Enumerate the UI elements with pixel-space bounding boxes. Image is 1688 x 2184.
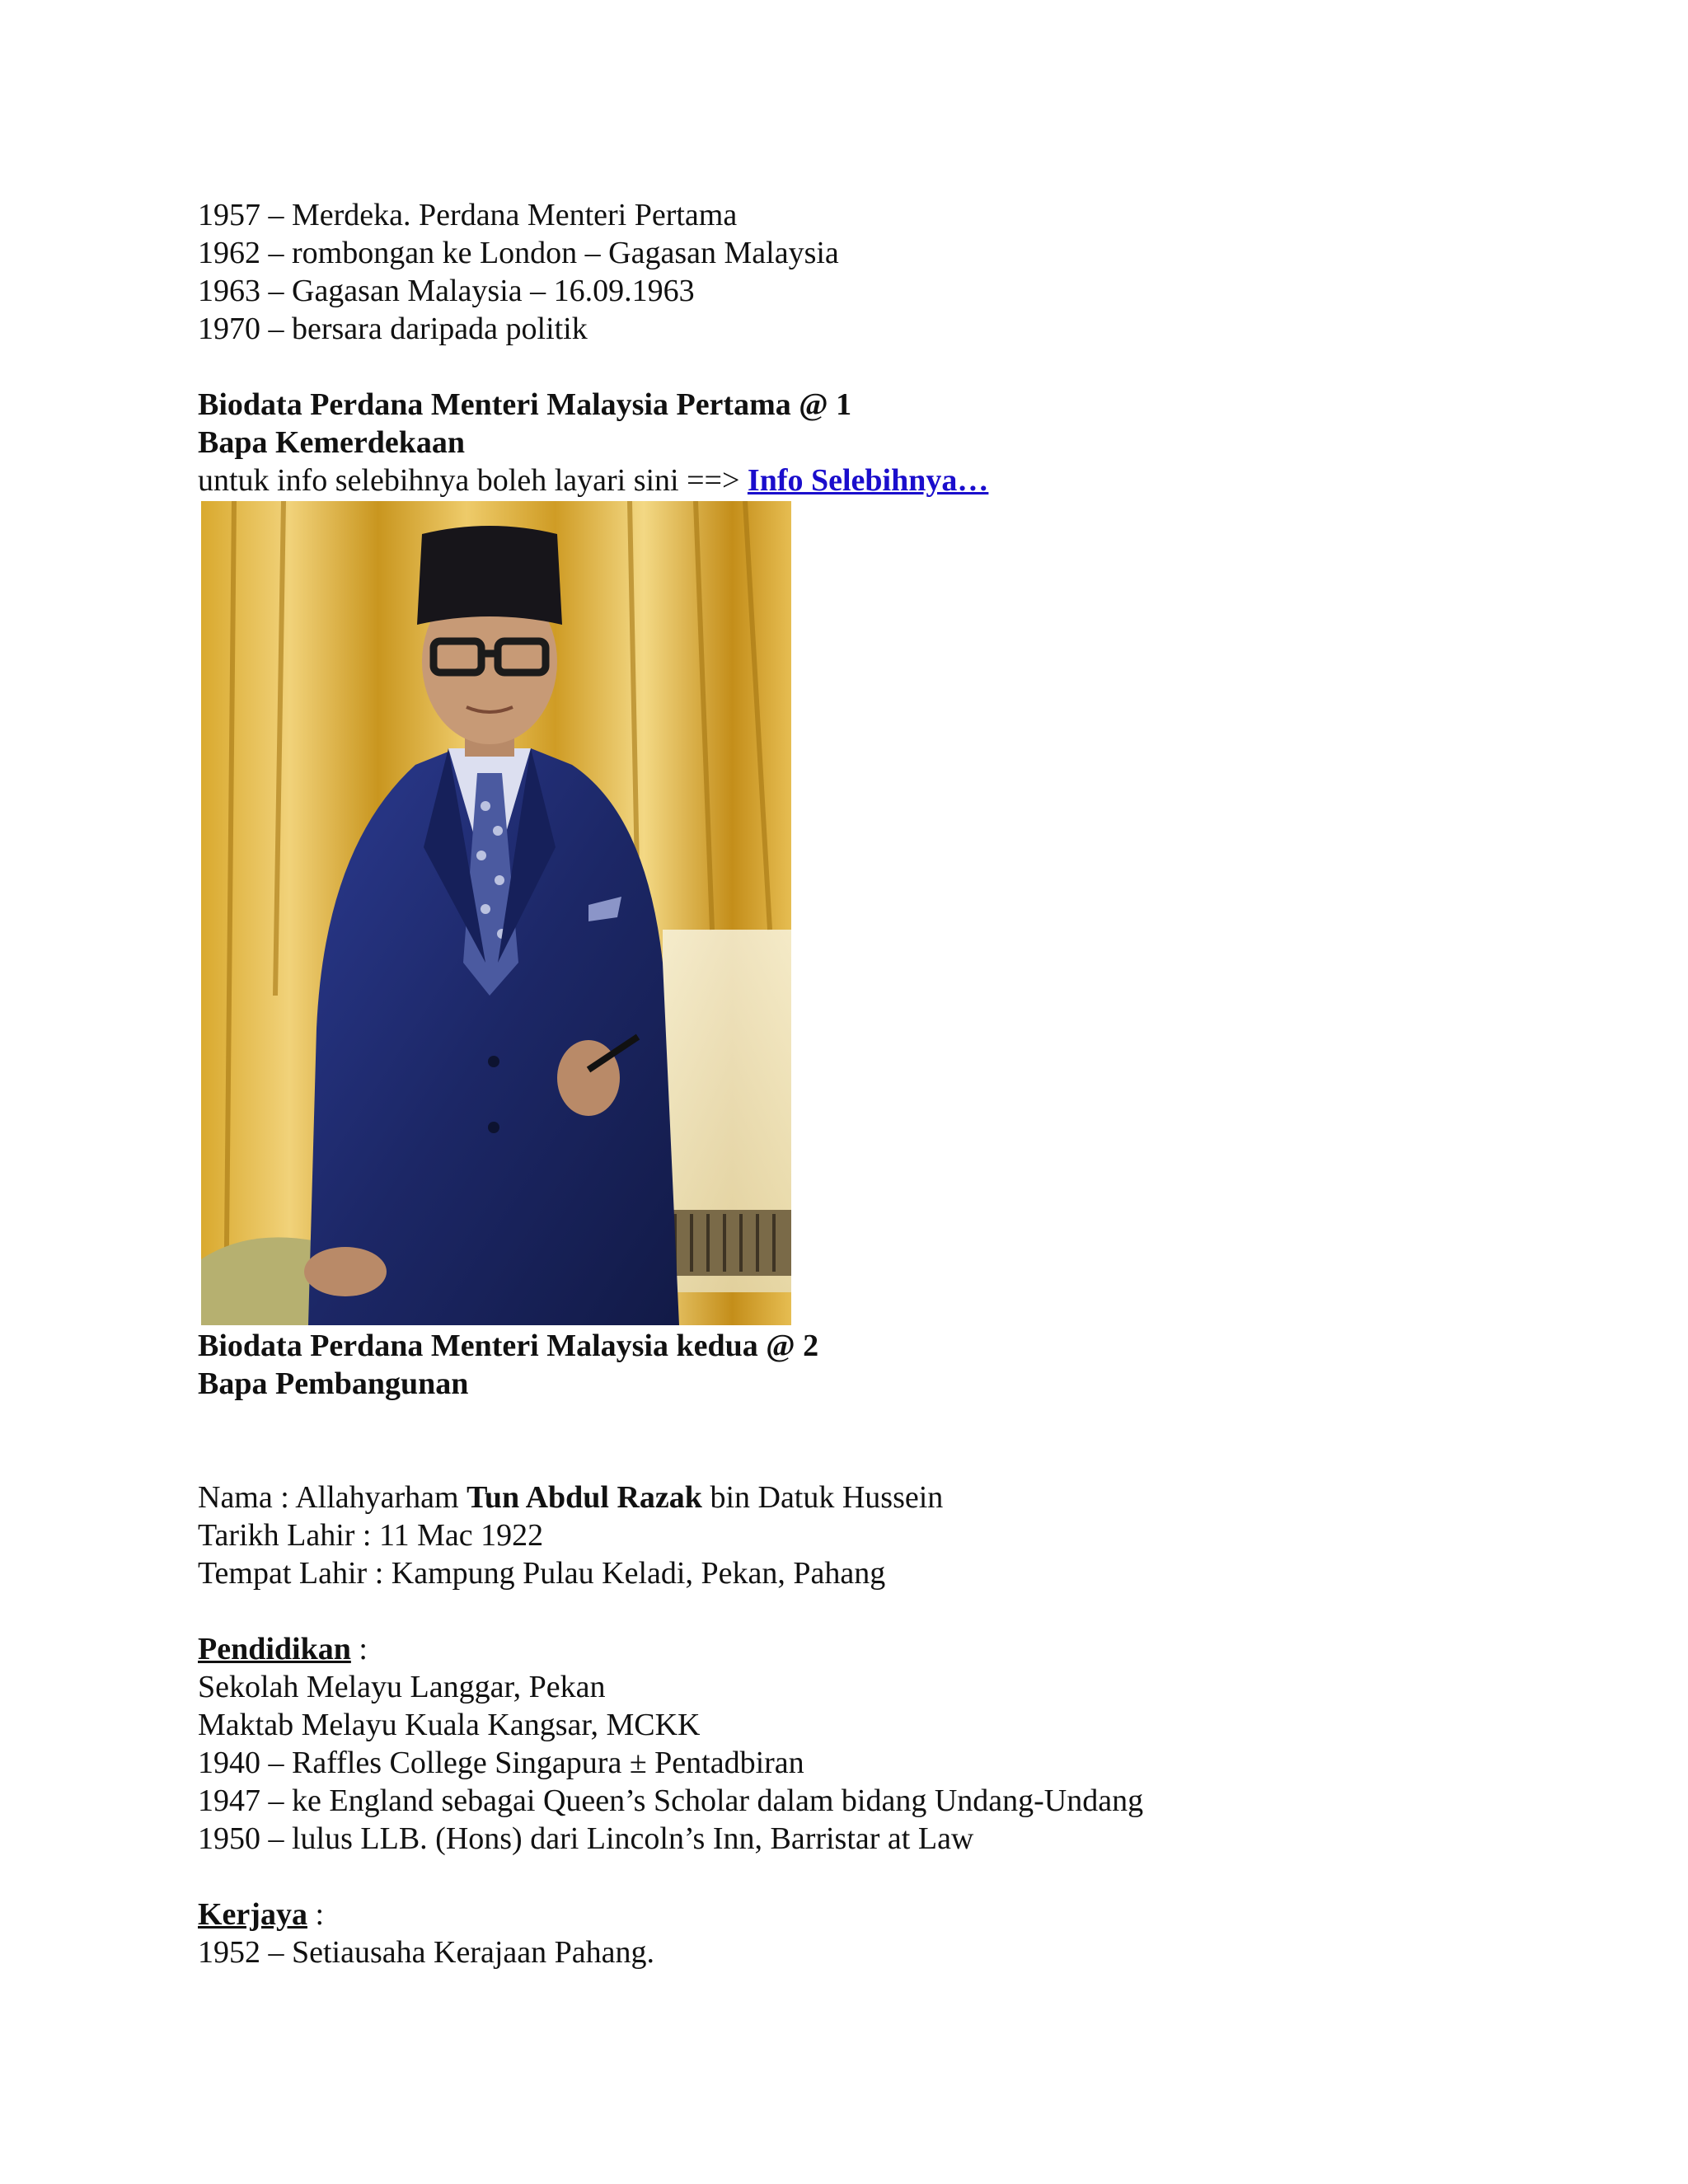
timeline-item: 1962 – rombongan ke London – Gagasan Malaysia [198, 236, 839, 270]
spacer [198, 1592, 1517, 1630]
pm2-subtitle: Bapa Pembangunan [198, 1366, 469, 1401]
career-colon: : [307, 1897, 325, 1932]
timeline-item: 1963 – Gagasan Malaysia – 16.09.1963 [198, 274, 695, 308]
pob-line: Tempat Lahir : Kampung Pulau Keladi, Pekan, Pahang [198, 1556, 886, 1591]
spacer [198, 348, 1517, 386]
document-page [198, 196, 1517, 1971]
more-info-text: untuk info selebihnya boleh layari sini ==> [198, 463, 748, 498]
pm1-subtitle: Bapa Kemerdekaan [198, 425, 466, 460]
name-rest: bin Datuk Hussein [701, 1480, 944, 1515]
dob-line: Tarikh Lahir : 11 Mac 1922 [198, 1518, 544, 1553]
education-heading-line [198, 1630, 1517, 1668]
education-heading: Pendidikan [198, 1632, 351, 1666]
education-item: 1940 – Raffles College Singapura ± Pentadbiran [198, 1746, 804, 1780]
pm2-heading: Biodata Perdana Menteri Malaysia kedua @ 2 [198, 1329, 819, 1363]
career-heading-line [198, 1896, 1517, 1933]
education-item: Sekolah Melayu Langgar, Pekan [198, 1670, 606, 1704]
spacer [198, 1403, 1517, 1479]
info-selebihnya-link[interactable]: Info Selebihnya… [747, 463, 989, 498]
education-item: 1950 – lulus LLB. (Hons) dari Lincoln’s Inn, Barristar at Law [198, 1821, 974, 1856]
name-line [198, 1479, 1517, 1516]
name-label: Nama : Allahyarham [198, 1480, 467, 1515]
education-colon: : [350, 1632, 368, 1666]
education-item: 1947 – ke England sebagai Queen’s Scholar dalam bidang Undang-Undang [198, 1783, 1144, 1818]
timeline-item: 1970 – bersara daripada politik [198, 312, 588, 346]
education-item: Maktab Melayu Kuala Kangsar, MCKK [198, 1708, 701, 1742]
career-heading: Kerjaya [198, 1897, 307, 1932]
career-item: 1952 – Setiausaha Kerajaan Pahang. [198, 1935, 654, 1970]
spacer [198, 1858, 1517, 1896]
more-info-line [198, 462, 1517, 499]
timeline-item: 1957 – Merdeka. Perdana Menteri Pertama [198, 198, 738, 232]
pm1-heading: Biodata Perdana Menteri Malaysia Pertama @ 1 [198, 387, 852, 422]
portrait-photo [201, 501, 791, 1325]
name-bold: Tun Abdul Razak [467, 1480, 702, 1515]
